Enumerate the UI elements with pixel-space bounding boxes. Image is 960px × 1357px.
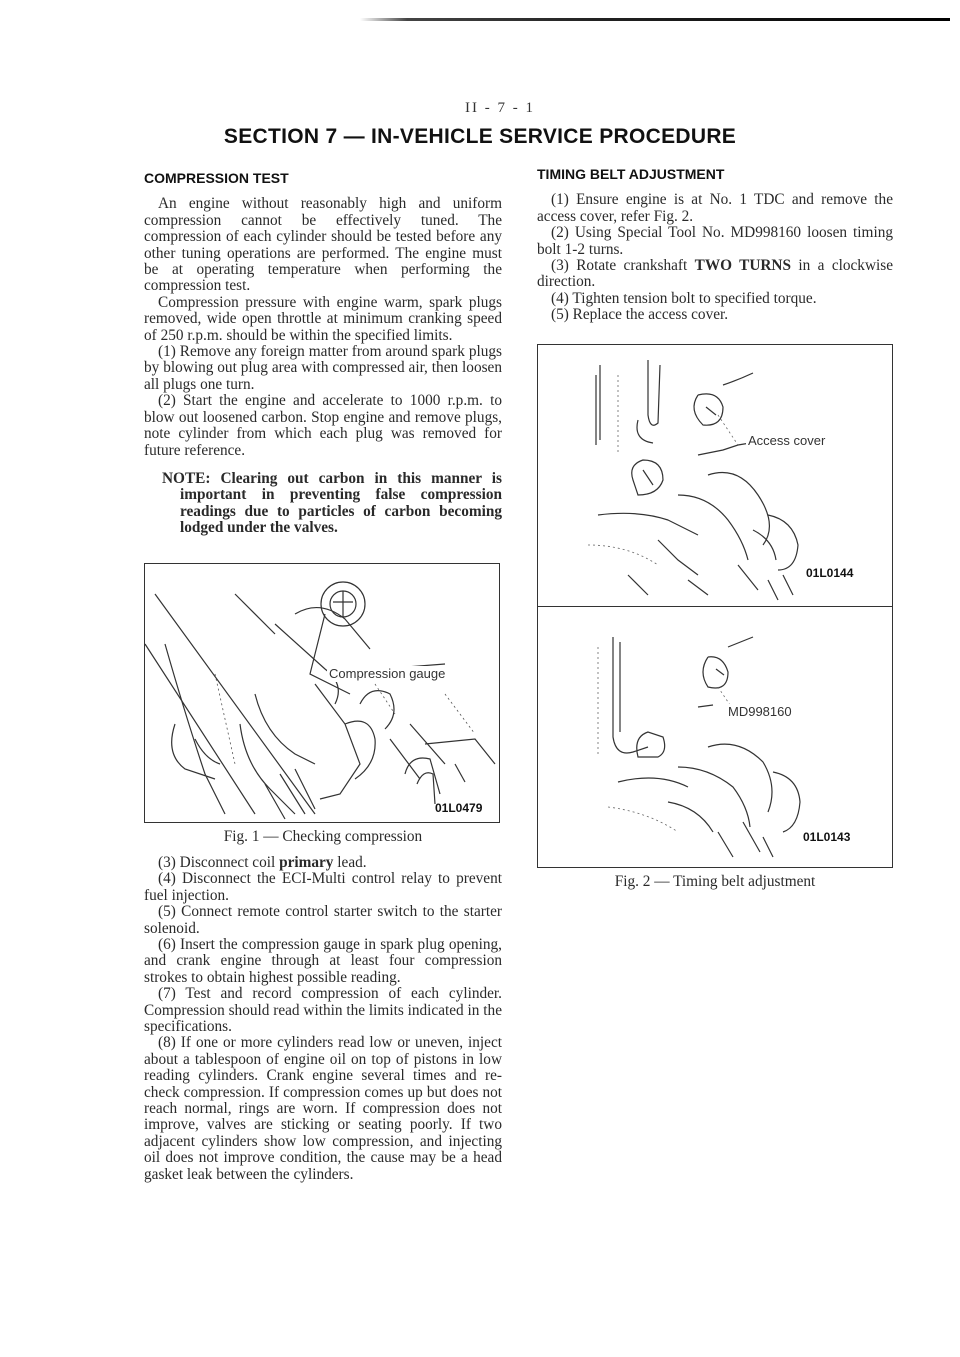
md998160-label: MD998160 (728, 703, 792, 719)
timing-step-3 (537, 258, 893, 291)
compression-step-7: (7) Test and record compression of each cylinder. Compression should read within the limits indicated in the specifications. (144, 985, 502, 1035)
figure-1-code: 01L0479 (435, 800, 483, 815)
compression-step-6: (6) Insert the compression gauge in spark plug opening, and crank engine through at least four compression strokes to obtain highest possible reading. (144, 935, 502, 986)
carbon-note: NOTE: Clearing out carbon in this manner is important in preventing false compression readings due to particles of carbon becoming lodged under the valves. (162, 469, 502, 537)
compression-step-4: (4) Disconnect the ECI-Multi control relay to prevent fuel injection. (144, 870, 502, 904)
figure-2-top-code: 01L0144 (806, 565, 854, 580)
figure-1-caption: Fig. 1 — Checking compression (223, 827, 423, 845)
compression-test-heading: COMPRESSION TEST (144, 170, 289, 186)
compression-step-3 (144, 855, 502, 871)
timing-step-3-bold: TWO TURNS (694, 257, 791, 275)
compression-step-3-prefix: (3) Disconnect coil (158, 853, 280, 871)
page-number: II - 7 - 1 (465, 100, 535, 116)
section-title: SECTION 7 — IN-VEHICLE SERVICE PROCEDURE (223, 125, 737, 148)
intro-paragraph-2: Compression pressure with engine warm, spark plugs removed, wide open throttle at minimum cranking speed of 250 r.p.m. should be within the specified limits. (144, 293, 502, 344)
left-column (144, 170, 502, 1183)
figure-2-access-cover (537, 344, 893, 608)
timing-step-4: (4) Tighten tension bolt to specified torque. (551, 289, 817, 307)
engine-gauge-illustration (145, 564, 499, 822)
access-cover-label: Access cover (748, 432, 826, 448)
figure-2-bottom-code: 01L0143 (803, 829, 851, 844)
figure-1-compression-gauge (144, 563, 500, 823)
special-tool-illustration (538, 607, 892, 867)
intro-paragraph-1: An engine without reasonably high and uniform compression cannot be effectively tuned. The compression of each cylinder should be tested before any other tuning operations are performed. The engine must be at operating temperature when performing the compression test. (144, 195, 502, 295)
compression-step-1: (1) Remove any foreign matter from around spark plugs by blowing out plug area with compressed air, then loosen all plugs one turn. (144, 343, 502, 393)
timing-belt-heading: TIMING BELT ADJUSTMENT (537, 166, 725, 182)
timing-step-5: (5) Replace the access cover. (551, 306, 729, 324)
scan-artifact-line (360, 18, 950, 21)
right-column (537, 166, 893, 890)
compression-gauge-label: Compression gauge (329, 665, 446, 681)
compression-step-2: (2) Start the engine and accelerate to 1000 r.p.m. to blow out loosened carbon. Stop engine and remove plugs, note cylinder from which each plug was removed for future reference. (144, 392, 502, 459)
timing-step-3-suffix: in a clockwise direction. (537, 257, 893, 291)
compression-step-5: (5) Connect remote control starter switch to the starter solenoid. (144, 903, 502, 937)
timing-step-3-prefix: (3) Rotate crankshaft (551, 257, 695, 275)
compression-step-8: (8) If one or more cylinders read low or uneven, inject about a tablespoon of engine oil on top of pistons in low reading cylinders. Crank engine several times and re-check compression. If compression comes up but does not reach normal, rings are worn. If compression does not improve, valves are sticking or seating poorly. If two adjacent cylinders show low compression, and injecting oil does not improve condition, the cause may be a head gasket leak between the cylinders. (144, 1034, 502, 1183)
compression-step-3-bold: primary (279, 853, 334, 871)
compression-step-3-suffix: lead. (333, 853, 367, 871)
timing-step-2: (2) Using Special Tool No. MD998160 loosen timing bolt 1-2 turns. (537, 224, 893, 258)
figure-2-special-tool (537, 606, 893, 868)
timing-step-1: (1) Ensure engine is at No. 1 TDC and remove the access cover, refer Fig. 2. (537, 191, 893, 225)
figure-2-caption: Fig. 2 — Timing belt adjustment (614, 872, 816, 890)
